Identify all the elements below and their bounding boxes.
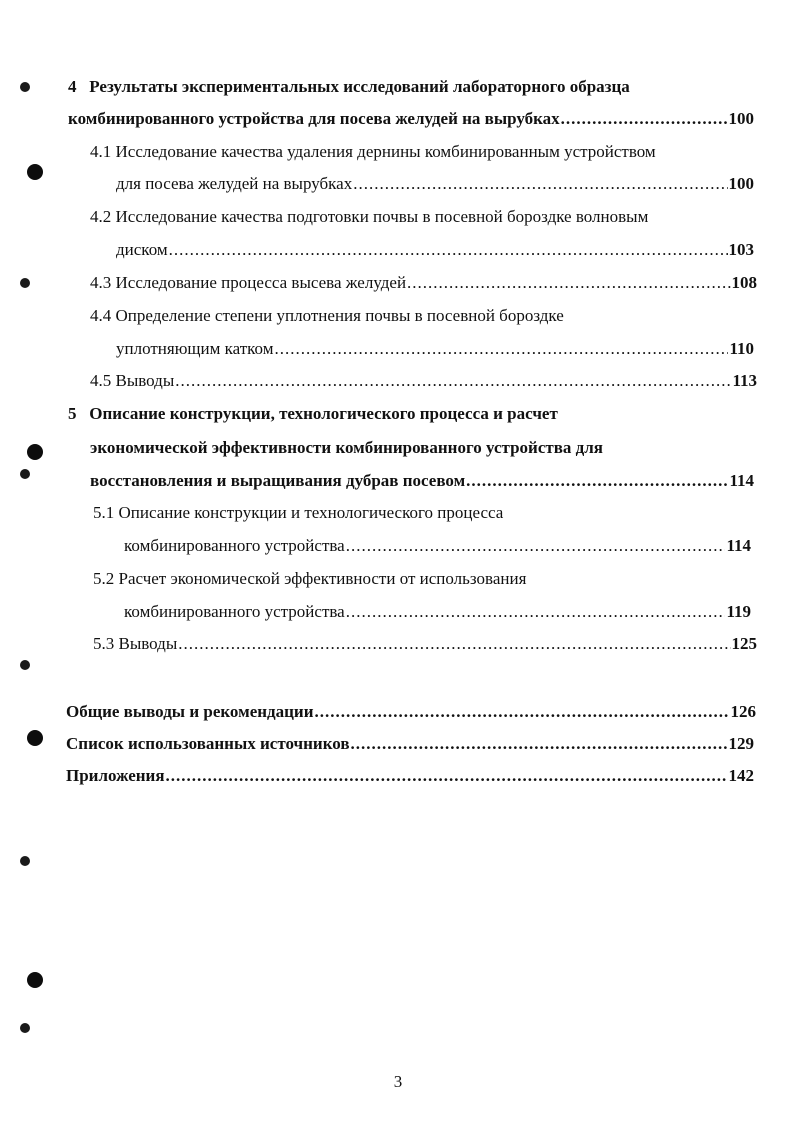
toc-appendices-entry[interactable] [66,764,754,788]
section-title-line2: уплотняющим катком [116,339,274,358]
dot-leader [166,764,728,788]
toc-section-5-1-title [93,501,773,525]
page-ref: 108 [731,273,757,292]
section-title: 4.5 Выводы [90,371,175,390]
binder-hole [27,444,43,460]
toc-section-4-1-title [90,140,770,164]
section-title-line2: комбинированного устройства [124,602,345,621]
toc-section-5-1-entry[interactable] [124,534,751,558]
toc-references-entry[interactable] [66,732,754,756]
binder-mark [20,82,30,92]
page-ref: 100 [728,109,754,128]
toc-conclusions-entry[interactable] [66,700,756,724]
toc-chapter-4-entry[interactable] [68,107,754,131]
toc-section-5-2-entry[interactable] [124,600,751,624]
toc-section-4-5-entry[interactable] [90,369,757,393]
chapter-number: 5 [68,404,77,423]
page-ref: 113 [732,371,757,390]
binder-mark [20,278,30,288]
page-number: 3 [393,1072,403,1091]
section-title-line2: комбинированного устройства [124,536,345,555]
section-title: 5.3 Выводы [93,634,178,653]
entry-title: Общие выводы и рекомендации [66,702,314,721]
page-ref: 125 [731,634,757,653]
entry-title: Список использованных источников [66,734,350,753]
section-title: 4.3 Исследование процесса высева желудей [90,273,407,292]
page-ref: 142 [728,766,754,785]
chapter-title-line1: Описание конструкции, технологического процесса и расчет [89,404,558,423]
toc-section-4-2-entry[interactable] [116,238,754,262]
dot-leader [315,700,730,724]
dot-leader [169,238,728,262]
chapter-title-line2: экономической эффективности комбинированного устройства для [90,438,603,457]
section-title-line1: 5.1 Описание конструкции и технологического процесса [93,503,504,522]
toc-section-5-3-entry[interactable] [93,632,757,656]
toc-chapter-5-title-line2 [90,436,770,460]
dot-leader [351,732,728,756]
binder-mark [20,856,30,866]
section-title-line1: 4.4 Определение степени уплотнения почвы в посевной бороздке [90,306,564,325]
section-title-line1: 4.1 Исследование качества удаления дернины комбинированным устройством [90,142,656,161]
section-title-line2: диском [116,240,168,259]
page-ref: 100 [728,174,754,193]
toc-section-4-1-entry[interactable] [116,172,754,196]
dot-leader [178,632,730,656]
binder-mark [20,469,30,479]
dot-leader [346,600,726,624]
toc-chapter-4-title [68,75,768,99]
page-ref: 126 [730,702,756,721]
dot-leader [407,271,730,295]
dot-leader [175,369,731,393]
section-title-line2: для посева желудей на вырубках [116,174,353,193]
page-ref: 110 [729,339,754,358]
page-ref: 103 [728,240,754,259]
toc-section-4-4-entry[interactable] [116,337,754,361]
page-ref: 114 [729,471,754,490]
toc-chapter-5-entry[interactable] [90,469,754,493]
dot-leader [561,107,728,131]
chapter-title-line3: восстановления и выращивания дубрав посевом [90,471,466,490]
dot-leader [353,172,727,196]
page-ref: 119 [726,602,751,621]
section-title-line1: 4.2 Исследование качества подготовки почвы в посевной бороздке волновым [90,207,649,226]
binder-mark [20,1023,30,1033]
chapter-title-line1: Результаты экспериментальных исследований лабораторного образца [89,77,630,96]
toc-section-4-4-title [90,304,770,328]
chapter-title-line2: комбинированного устройства для посева желудей на вырубках [68,109,560,128]
dot-leader [274,337,728,361]
toc-section-4-3-entry[interactable] [90,271,757,295]
binder-hole [27,164,43,180]
dot-leader [346,534,726,558]
page-ref: 114 [726,536,751,555]
binder-hole [27,730,43,746]
entry-title: Приложения [66,766,165,785]
toc-chapter-5-title [68,402,768,426]
toc-section-5-2-title [93,567,773,591]
toc-section-4-2-title [90,205,770,229]
page-ref: 129 [728,734,754,753]
dot-leader [466,469,728,493]
binder-hole [27,972,43,988]
chapter-number: 4 [68,77,77,96]
section-title-line1: 5.2 Расчет экономической эффективности от использования [93,569,527,588]
binder-mark [20,660,30,670]
